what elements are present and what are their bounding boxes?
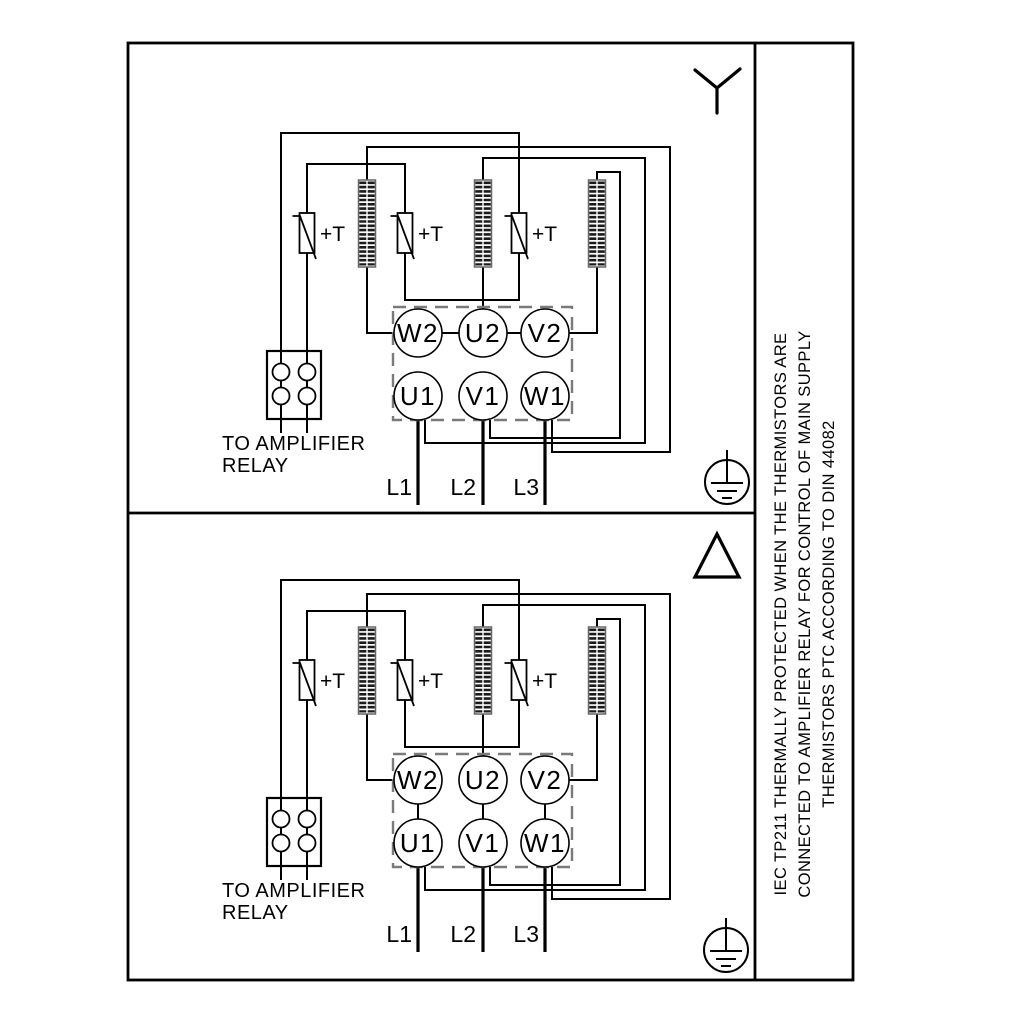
thermistor-label: +T bbox=[320, 670, 346, 693]
thermistor-label: +T bbox=[418, 670, 444, 693]
terminal-v1: V1 bbox=[465, 828, 501, 858]
side-note-line3: THERMISTORS PTC ACCORDING TO DIN 44082 bbox=[820, 420, 838, 808]
terminal-v1: V1 bbox=[465, 381, 501, 411]
terminals bbox=[394, 309, 569, 420]
terminal-u1: U1 bbox=[399, 828, 437, 858]
relay-note-line1: TO AMPLIFIER bbox=[222, 880, 366, 902]
delta-icon bbox=[695, 534, 739, 577]
thermistor-label: +T bbox=[320, 223, 346, 246]
supply-label-l3: L3 bbox=[513, 474, 539, 500]
side-note bbox=[772, 330, 838, 897]
supply-label-l3: L3 bbox=[513, 921, 539, 947]
delta-links bbox=[418, 804, 545, 819]
thermistor-symbol bbox=[293, 213, 317, 259]
terminal-w2: W2 bbox=[397, 318, 439, 348]
motor-winding-symbol bbox=[359, 627, 376, 714]
star-icon bbox=[695, 69, 740, 113]
motor-winding-symbol bbox=[475, 180, 492, 267]
amplifier-relay-block bbox=[267, 351, 321, 419]
terminal-v2: V2 bbox=[527, 318, 563, 348]
terminal-u2: U2 bbox=[464, 318, 502, 348]
earth-ground-icon bbox=[704, 918, 748, 972]
amplifier-relay-block bbox=[267, 798, 321, 866]
side-note-line2: CONNECTED TO AMPLIFIER RELAY FOR CONTROL OF MAIN SUPPLY bbox=[796, 330, 814, 898]
thermistor-symbol bbox=[391, 660, 415, 706]
terminal-w1: W1 bbox=[524, 381, 566, 411]
terminal-u2: U2 bbox=[464, 765, 502, 795]
star-panel bbox=[222, 69, 749, 505]
supply-label-l2: L2 bbox=[450, 474, 476, 500]
delta-panel bbox=[222, 534, 748, 972]
thermistor-label: +T bbox=[532, 223, 558, 246]
supply-label-l2: L2 bbox=[450, 921, 476, 947]
side-note-line1: IEC TP211 THERMALLY PROTECTED WHEN THE THERMISTORS ARE bbox=[772, 332, 790, 896]
thermistor-symbol bbox=[293, 660, 317, 706]
supply-label-l1: L1 bbox=[386, 474, 412, 500]
relay-note-line1: TO AMPLIFIER bbox=[222, 433, 366, 455]
motor-winding-symbol bbox=[359, 180, 376, 267]
motor-winding-symbol bbox=[475, 627, 492, 714]
terminal-w2: W2 bbox=[397, 765, 439, 795]
terminals bbox=[394, 756, 569, 867]
motor-winding-symbol bbox=[589, 627, 606, 714]
relay-note-line2: RELAY bbox=[222, 455, 289, 477]
terminal-v2: V2 bbox=[527, 765, 563, 795]
thermistor-symbol bbox=[505, 660, 529, 706]
supply-label-l1: L1 bbox=[386, 921, 412, 947]
earth-ground-icon bbox=[705, 450, 749, 504]
relay-note-line2: RELAY bbox=[222, 902, 289, 924]
motor-winding-symbol bbox=[589, 180, 606, 267]
thermistor-label: +T bbox=[532, 670, 558, 693]
thermistor-label: +T bbox=[418, 223, 444, 246]
thermistor-symbol bbox=[391, 213, 415, 259]
terminal-w1: W1 bbox=[524, 828, 566, 858]
terminal-u1: U1 bbox=[399, 381, 437, 411]
thermistor-symbol bbox=[505, 213, 529, 259]
